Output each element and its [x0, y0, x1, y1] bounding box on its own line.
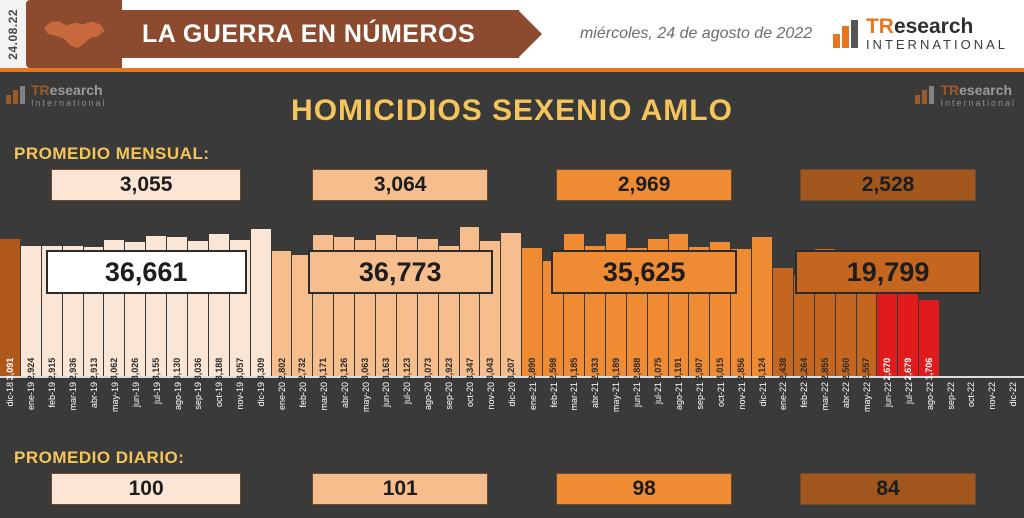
- x-axis-tick: may-21: [611, 382, 622, 413]
- x-axis-tick: ene-22: [778, 382, 789, 411]
- bar-value-label: 3,188: [213, 357, 224, 381]
- x-axis-tick: abr-19: [89, 382, 99, 409]
- watermark-prefix: TR: [31, 82, 50, 98]
- bar-column: [752, 216, 773, 381]
- bar-column: [648, 216, 669, 381]
- x-axis-tick: mar-20: [318, 382, 329, 411]
- bar-value-label: 2,598: [548, 357, 559, 381]
- bar-column: [355, 216, 376, 381]
- bar-column: [251, 216, 272, 381]
- bar: [125, 242, 146, 381]
- bar-column: [919, 216, 940, 381]
- bar-column: [188, 216, 209, 381]
- bar: [731, 249, 752, 381]
- bar-column: [731, 216, 752, 381]
- bar-value-label: 2,855: [819, 357, 830, 381]
- bar: [669, 234, 690, 381]
- bar-value-label: 3,063: [360, 357, 371, 381]
- bar-column: [397, 216, 418, 381]
- bar-value-label: 3,171: [318, 357, 329, 381]
- banner-title: LA GUERRA EN NÚMEROS: [142, 19, 476, 48]
- bar-value-label: 1,706: [924, 357, 935, 381]
- bar: [794, 275, 815, 381]
- daily-average-label: PROMEDIO DIARIO:: [14, 448, 185, 467]
- bar: [857, 262, 878, 381]
- bar-value-label: 2,907: [694, 357, 705, 381]
- bar: [606, 234, 627, 381]
- bar-column: [209, 216, 230, 381]
- bar-column: [84, 216, 105, 381]
- x-axis-tick: may-22: [861, 382, 872, 413]
- x-axis-tick: ago-20: [423, 382, 434, 411]
- bar: [522, 248, 543, 381]
- bar: [251, 229, 272, 381]
- x-axis-tick: jul-21: [653, 382, 664, 405]
- chart-title: HOMICIDIOS SEXENIO AMLO: [291, 94, 733, 127]
- x-axis-tick: jun-21: [632, 382, 643, 408]
- date-vertical-text: 24.08.22: [6, 8, 20, 60]
- bar-column: [543, 216, 564, 381]
- bar: [21, 246, 42, 381]
- header-date: miércoles, 24 de agosto de 2022: [579, 25, 813, 42]
- bar-value-label: 3,091: [4, 357, 15, 381]
- watermark-suffix: esearch: [49, 82, 103, 98]
- bar-column: [0, 216, 21, 381]
- bar-value-label: 2,936: [67, 357, 78, 381]
- watermark-sub: International: [31, 98, 107, 108]
- bar-column: [167, 216, 188, 381]
- brand-logo: [833, 16, 1024, 52]
- bar-value-label: 2,915: [46, 357, 57, 381]
- bar-column: [773, 216, 794, 381]
- x-axis-tick: abr-20: [339, 382, 350, 409]
- x-axis-tick: dic-21: [757, 382, 768, 407]
- bar-value-label: 3,189: [610, 357, 621, 381]
- bar-value-label: 2,438: [777, 357, 788, 381]
- bar: [710, 242, 731, 381]
- bar-column: [460, 216, 481, 381]
- bar-value-label: 3,123: [401, 357, 412, 381]
- x-axis-tick: dic-19: [256, 382, 267, 407]
- bar: [355, 240, 376, 381]
- monthly-row-box: 2,528: [800, 169, 976, 201]
- bar-value-label: 2,557: [861, 357, 872, 381]
- bar-column: [627, 216, 648, 381]
- bars-plot: [0, 216, 1024, 381]
- x-axis-tick: feb-19: [47, 382, 58, 408]
- watermark-sub: International: [940, 98, 1016, 108]
- bar-value-label: 3,185: [568, 357, 579, 381]
- bar-column: [940, 216, 961, 376]
- bar-value-label: 2,679: [903, 357, 914, 381]
- bar: [877, 257, 898, 381]
- bar-value-label: 3,124: [757, 357, 767, 381]
- monthly-average-row: [0, 168, 1024, 202]
- x-axis-tick: ene-21: [527, 382, 538, 411]
- bar-value-label: 3,036: [192, 357, 203, 381]
- x-axis-tick: dic-18: [5, 382, 16, 407]
- brand-name-prefix: TR: [865, 15, 894, 39]
- watermark-suffix: esearch: [959, 82, 1013, 98]
- x-axis-labels: [0, 376, 1024, 432]
- bar-column: [669, 216, 690, 381]
- bar-column: [334, 216, 355, 381]
- bar-column: [125, 216, 146, 381]
- bar-value-label: 3,191: [673, 357, 684, 381]
- daily-average-row: [0, 472, 1024, 506]
- bar: [898, 257, 919, 381]
- bar-column: [146, 216, 167, 381]
- banner: [120, 10, 519, 58]
- bar: [773, 268, 794, 381]
- bar: [146, 236, 167, 381]
- x-axis-tick: ago-22: [924, 382, 935, 411]
- x-axis-tick: oct-22: [966, 382, 977, 408]
- bar-value-label: 3,073: [422, 357, 433, 381]
- daily-row-box: 101: [312, 473, 488, 505]
- x-axis-tick: oct-21: [715, 382, 726, 408]
- bar-column: [21, 216, 42, 381]
- watermark-left: [6, 82, 107, 108]
- bar: [648, 239, 669, 381]
- bar: [376, 235, 397, 381]
- watermark-prefix: TR: [940, 82, 960, 98]
- bar-value-label: 2,933: [589, 357, 600, 381]
- bar-value-label: 3,347: [464, 357, 475, 381]
- x-axis-tick: nov-19: [235, 382, 246, 410]
- x-axis-tick: dic-20: [506, 382, 517, 407]
- bar: [627, 248, 648, 381]
- x-axis-tick: sep-20: [444, 382, 455, 410]
- bar-column: [63, 216, 84, 381]
- bar-column: [689, 216, 710, 381]
- daily-row-box: 98: [556, 473, 732, 505]
- bar: [815, 249, 836, 381]
- bar-value-label: 3,015: [715, 357, 726, 381]
- bar: [564, 234, 585, 381]
- x-axis-tick: feb-20: [297, 382, 308, 408]
- bar-column: [1003, 216, 1024, 376]
- x-axis-tick: nov-20: [485, 382, 496, 410]
- bar: [501, 233, 522, 381]
- bar: [460, 227, 481, 381]
- bar-value-label: 2,856: [736, 357, 747, 381]
- bar: [292, 255, 313, 381]
- bar-column: [480, 216, 501, 381]
- bar: [543, 261, 564, 381]
- daily-row-box: 84: [800, 473, 976, 505]
- brand-name-suffix: esearch: [893, 15, 974, 39]
- x-axis-tick: sep-22: [945, 382, 956, 410]
- bar-column: [501, 216, 522, 381]
- bar: [752, 237, 773, 381]
- bar-column: [606, 216, 627, 381]
- bar: [63, 246, 84, 381]
- bar-value-label: 3,130: [172, 357, 183, 381]
- monthly-row-box: 3,055: [51, 169, 241, 201]
- bar-value-label: 3,207: [506, 357, 517, 381]
- bar-column: [42, 216, 63, 381]
- bar-column: [272, 216, 293, 381]
- bar-value-label: 2,913: [88, 357, 99, 381]
- bar-column: [292, 216, 313, 381]
- x-axis-tick: jun-19: [130, 382, 141, 408]
- x-axis-tick: dic-22: [1008, 382, 1019, 407]
- bar-column: [877, 216, 898, 381]
- bar-value-label: 3,155: [151, 357, 162, 381]
- bar: [230, 240, 251, 381]
- x-axis-tick: sep-19: [193, 382, 204, 410]
- monthly-row-box: 3,064: [312, 169, 488, 201]
- bar-column: [898, 216, 919, 381]
- daily-row-box: 100: [51, 473, 241, 505]
- x-axis-tick: mar-19: [68, 382, 79, 411]
- bar-value-label: 3,057: [234, 357, 245, 381]
- bar-column: [836, 216, 857, 381]
- bar: [42, 246, 63, 381]
- bar-value-label: 2,923: [443, 357, 454, 381]
- bar-column: [585, 216, 606, 381]
- x-axis-tick: mar-22: [820, 382, 831, 411]
- bar-value-label: 2,890: [527, 357, 538, 381]
- x-axis-tick: abr-21: [590, 382, 601, 409]
- bar: [418, 239, 439, 381]
- chart-area: [0, 72, 1024, 514]
- x-axis-tick: ene-19: [26, 382, 37, 411]
- bar: [209, 234, 230, 381]
- mexico-map-icon: [26, 0, 122, 68]
- x-axis-tick: feb-22: [799, 382, 810, 408]
- bar-column: [418, 216, 439, 381]
- bar: [0, 239, 21, 381]
- bar: [480, 241, 501, 381]
- bar-value-label: 2,802: [276, 357, 287, 381]
- x-axis-tick: feb-21: [548, 382, 559, 408]
- period-total-box: 35,625: [551, 250, 736, 294]
- x-axis-tick: jul-20: [402, 382, 413, 405]
- bar: [188, 241, 209, 381]
- watermark-right: [915, 82, 1016, 108]
- bar-value-label: 3,126: [339, 357, 350, 381]
- bar-value-label: 2,560: [840, 357, 851, 381]
- x-axis-tick: jul-19: [151, 382, 162, 405]
- bar: [167, 237, 188, 381]
- bar-column: [857, 216, 878, 381]
- bar-value-label: 2,888: [631, 357, 642, 381]
- x-axis-tick: oct-19: [214, 382, 225, 408]
- bar: [919, 300, 940, 381]
- bar: [836, 262, 857, 381]
- x-axis-tick: jun-22: [882, 382, 893, 408]
- x-axis-tick: nov-21: [736, 382, 747, 410]
- bar-value-label: 3,043: [485, 357, 496, 381]
- x-axis-tick: oct-20: [465, 382, 476, 408]
- bar-value-label: 2,264: [798, 357, 809, 381]
- period-total-box: 36,661: [46, 250, 247, 294]
- bar-column: [815, 216, 836, 381]
- x-axis-tick: ene-20: [277, 382, 288, 411]
- monthly-row-box: 2,969: [556, 169, 732, 201]
- bar-column: [104, 216, 125, 381]
- page-header: [0, 0, 1024, 72]
- bar-column: [710, 216, 731, 381]
- bar-column: [794, 216, 815, 381]
- date-strip: [0, 0, 26, 68]
- bar: [272, 251, 293, 381]
- bar: [689, 247, 710, 381]
- x-axis-tick: abr-22: [841, 382, 852, 409]
- x-axis-tick: sep-21: [694, 382, 705, 410]
- bar-value-label: 3,026: [130, 357, 141, 381]
- x-axis-tick: ago-19: [172, 382, 183, 411]
- bar-value-label: 3,075: [652, 357, 663, 381]
- x-axis-tick: may-20: [360, 382, 371, 413]
- bar-value-label: 2,924: [25, 357, 36, 381]
- monthly-average-label: PROMEDIO MENSUAL:: [14, 144, 210, 163]
- bars-logo-icon: [833, 20, 858, 48]
- bar-column: [522, 216, 543, 381]
- bar-column: [230, 216, 251, 381]
- bar: [84, 247, 105, 381]
- bar-value-label: 2,732: [297, 357, 308, 381]
- bar: [585, 246, 606, 381]
- bar-value-label: 3,309: [255, 357, 266, 381]
- period-total-box: 19,799: [795, 250, 980, 294]
- bar-column: [564, 216, 585, 381]
- brand-name: [866, 16, 1008, 38]
- bar: [104, 240, 125, 381]
- x-axis-tick: nov-22: [987, 382, 998, 410]
- bar: [313, 235, 334, 381]
- period-total-box: 36,773: [308, 250, 493, 294]
- bar-value-label: 3,163: [380, 357, 391, 381]
- bar-value-label: 3,062: [109, 357, 120, 381]
- x-axis-tick: ago-21: [673, 382, 684, 411]
- bar: [439, 246, 460, 381]
- bar-column: [376, 216, 397, 381]
- x-axis-tick: mar-21: [569, 382, 580, 411]
- bar-column: [439, 216, 460, 381]
- bar-column: [961, 216, 982, 376]
- bar-value-label: 2,670: [882, 357, 893, 381]
- x-axis-tick: jul-22: [903, 382, 914, 405]
- bar: [397, 237, 418, 381]
- x-axis-tick: jun-20: [381, 382, 392, 408]
- brand-subtitle: INTERNATIONAL: [865, 37, 1008, 53]
- bar-column: [982, 216, 1003, 376]
- bar: [334, 237, 355, 381]
- x-axis-tick: may-19: [109, 382, 120, 413]
- bar-column: [313, 216, 334, 381]
